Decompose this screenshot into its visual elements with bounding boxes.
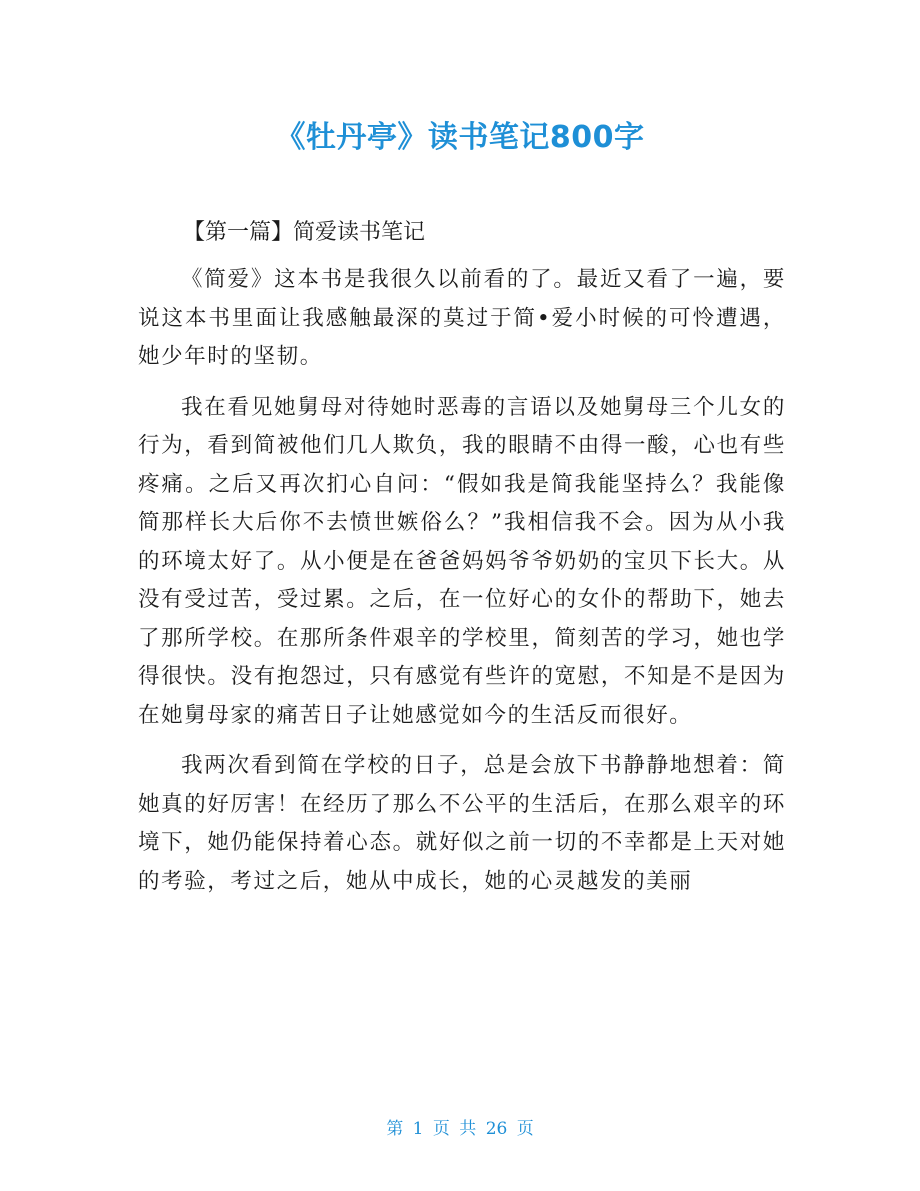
document-body bbox=[138, 261, 786, 901]
paragraph-3: 我两次看到简在学校的日子，总是会放下书静静地想着：简她真的好厉害！在经历了那么不公平的生活后，在那么艰辛的环境下，她仍能保持着心态。就好似之前一切的不幸都是上天对她的考验，考过之后，她从中成长，她的心灵越发的美丽 bbox=[138, 753, 786, 894]
paragraph-2: 我在看见她舅母对待她时恶毒的言语以及她舅母三个儿女的行为，看到简被他们几人欺负，我的眼睛不由得一酸，心也有些疼痛。之后又再次扪心自问：“假如我是简我能坚持么？我能像简那样长大后你不去愤世嫉俗么？”我相信我不会。因为从小我的环境太好了。从小便是在爸爸妈妈爷爷奶奶的宝贝下长大。从没有受过苦，受过累。之后，在一位好心的女仆的帮助下，她去了那所学校。在那所条件艰辛的学校里，简刻苦的学习，她也学得很快。没有抱怨过，只有感觉有些许的宽慰，不知是不是因为在她舅母家的痛苦日子让她感觉如今的生活反而很好。 bbox=[138, 394, 786, 728]
document-title: 《牡丹亭》读书笔记800字 bbox=[275, 120, 645, 155]
paragraph-1: 《简爱》这本书是我很久以前看的了。最近又看了一遍，要说这本书里面让我感触最深的莫过于简•爱小时候的可怜遭遇，她少年时的坚韧。 bbox=[138, 267, 786, 369]
section-heading: 【第一篇】简爱读书笔记 bbox=[183, 220, 426, 245]
page-footer: 第 1 页 共 26 页 bbox=[386, 1119, 534, 1139]
